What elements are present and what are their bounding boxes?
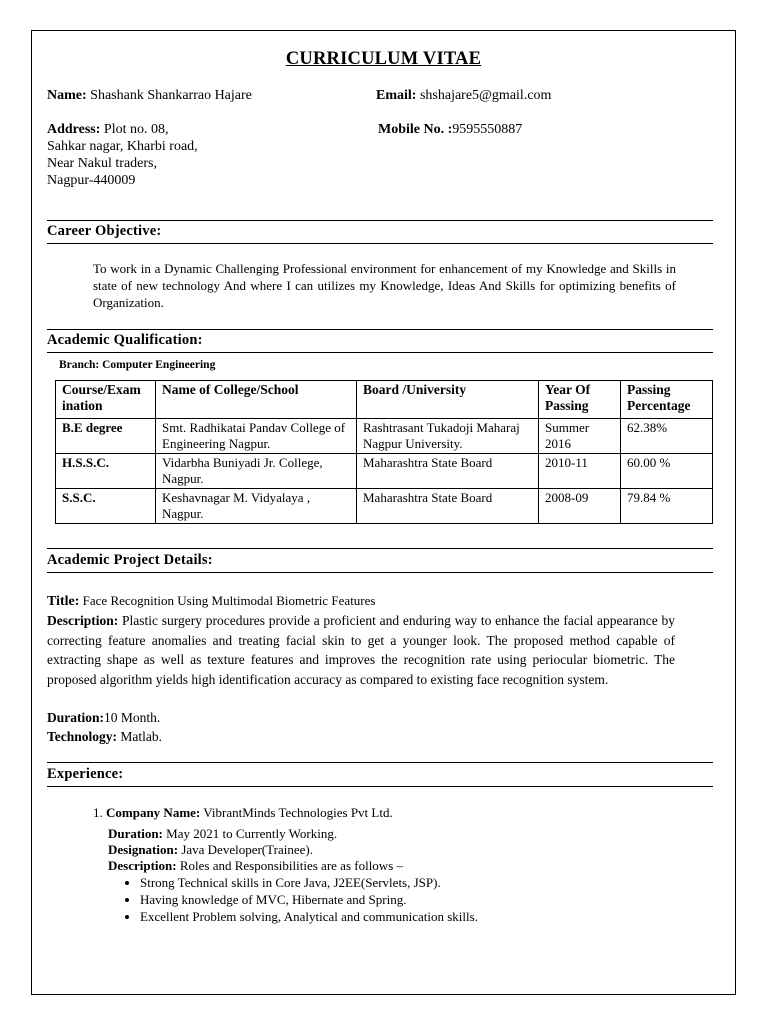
experience-duration-line bbox=[108, 825, 337, 842]
column-header: Year Of Passing bbox=[539, 381, 621, 419]
designation-line bbox=[108, 841, 313, 858]
section-rule bbox=[47, 220, 713, 221]
project-title-label: Title: bbox=[47, 594, 80, 609]
table-cell: Summer 2016 bbox=[539, 419, 621, 454]
mobile-label: Mobile No. : bbox=[378, 122, 453, 137]
column-header: Course/Exam ination bbox=[56, 381, 156, 419]
table-cell: 2008-09 bbox=[539, 489, 621, 524]
company-label: Company Name: bbox=[106, 805, 201, 820]
mobile-value: 9595550887 bbox=[452, 122, 523, 137]
list-item: • Strong Technical skills in Core Java, J2EE(Servlets, JSP). bbox=[140, 874, 668, 891]
email-value: shshajare5@gmail.com bbox=[419, 88, 552, 103]
project-description-value: Plastic surgery procedures provide a proficient and enduring way to enhance the facial appearance by correcting feature anomalies and treating facial skin to get a younger look. The proposed method capable of extracting shape as well as texture features and improves the recognition rate using periocular biometric. The proposed algorithm yields high identification accuracy as compared to existing face recognition system. bbox=[47, 613, 675, 687]
table-row bbox=[56, 419, 713, 454]
section-rule bbox=[47, 762, 713, 763]
table-cell: 60.00 % bbox=[621, 454, 713, 489]
column-header: Board /University bbox=[357, 381, 539, 419]
address-line: Sahkar nagar, Kharbi road, bbox=[47, 139, 198, 154]
column-header: Name of College/School bbox=[156, 381, 357, 419]
name-value: Shashank Shankarrao Hajare bbox=[90, 88, 252, 103]
designation-value: Java Developer(Trainee). bbox=[181, 842, 313, 857]
table-header-row bbox=[56, 381, 713, 419]
project-technology-label: Technology: bbox=[47, 729, 118, 744]
table-cell: H.S.S.C. bbox=[56, 454, 156, 489]
experience-description-value: Roles and Responsibilities are as follows – bbox=[179, 858, 403, 873]
mobile-line bbox=[378, 121, 522, 138]
experience-heading: Experience: bbox=[47, 766, 124, 782]
project-duration-line bbox=[47, 708, 160, 727]
email-label: Email: bbox=[376, 88, 417, 103]
company-value: VibrantMinds Technologies Pvt Ltd. bbox=[203, 805, 393, 820]
project-description-label: Description: bbox=[47, 613, 119, 628]
document-title: CURRICULUM VITAE bbox=[285, 49, 482, 69]
experience-number: 1 bbox=[93, 805, 100, 820]
address-label: Address: bbox=[47, 122, 101, 137]
project-title-line bbox=[47, 592, 677, 610]
name-line bbox=[47, 87, 252, 104]
list-item: • Excellent Problem solving, Analytical and communication skills. bbox=[140, 908, 668, 925]
company-line: 1. Company Name: VibrantMinds Technologies Pvt Ltd. bbox=[93, 805, 393, 820]
table-cell: S.S.C. bbox=[56, 489, 156, 524]
project-duration-label: Duration: bbox=[47, 710, 104, 725]
table-cell: 2010-11 bbox=[539, 454, 621, 489]
project-description bbox=[47, 611, 675, 689]
table-cell: Vidarbha Buniyadi Jr. College, Nagpur. bbox=[156, 454, 357, 489]
table-cell: Rashtrasant Tukadoji Maharaj Nagpur University. bbox=[357, 419, 539, 454]
experience-duration-value: May 2021 to Currently Working. bbox=[166, 826, 338, 841]
responsibilities-list bbox=[108, 874, 668, 925]
table-cell: 79.84 % bbox=[621, 489, 713, 524]
career-objective-text: To work in a Dynamic Challenging Professional environment for enhancement of my Knowledge and Skills in state of new technology And where I can utilizes my Knowledge, Ideas And Skills for optimizing benefits of Organization. bbox=[93, 261, 676, 310]
branch-label: Branch: Computer Engineering bbox=[59, 359, 216, 371]
career-objective-heading: Career Objective: bbox=[47, 223, 162, 239]
experience-description-label: Description: bbox=[108, 858, 177, 873]
project-technology-value: Matlab. bbox=[120, 729, 163, 744]
resume-page bbox=[31, 30, 736, 995]
address-line: Nagpur-440009 bbox=[47, 173, 136, 188]
academic-project-heading: Academic Project Details: bbox=[47, 552, 213, 568]
section-rule bbox=[47, 786, 713, 787]
project-technology-line bbox=[47, 727, 162, 746]
table-cell: 62.38% bbox=[621, 419, 713, 454]
academic-table bbox=[55, 380, 713, 524]
list-item: • Having knowledge of MVC, Hibernate and Spring. bbox=[140, 891, 668, 908]
table-row bbox=[56, 454, 713, 489]
address-block bbox=[47, 121, 198, 189]
experience-duration-label: Duration: bbox=[108, 826, 163, 841]
table-cell: B.E degree bbox=[56, 419, 156, 454]
table-cell: Maharashtra State Board bbox=[357, 489, 539, 524]
address-line: Plot no. 08, bbox=[103, 122, 169, 137]
table-row bbox=[56, 489, 713, 524]
project-title-value: Face Recognition Using Multimodal Biometric Features bbox=[82, 593, 376, 608]
academic-qualification-heading: Academic Qualification: bbox=[47, 332, 203, 348]
table-cell: Keshavnagar M. Vidyalaya , Nagpur. bbox=[156, 489, 357, 524]
section-rule bbox=[47, 352, 713, 353]
section-rule bbox=[47, 548, 713, 549]
section-rule bbox=[47, 329, 713, 330]
email-line bbox=[376, 87, 551, 104]
section-rule bbox=[47, 572, 713, 573]
column-header: Passing Percentage bbox=[621, 381, 713, 419]
table-cell: Smt. Radhikatai Pandav College of Engineering Nagpur. bbox=[156, 419, 357, 454]
section-rule bbox=[47, 243, 713, 244]
project-duration-value: 10 Month. bbox=[104, 710, 161, 725]
name-label: Name: bbox=[47, 88, 87, 103]
designation-label: Designation: bbox=[108, 842, 179, 857]
experience-description-line bbox=[108, 857, 403, 874]
table-cell: Maharashtra State Board bbox=[357, 454, 539, 489]
address-line: Near Nakul traders, bbox=[47, 156, 158, 171]
